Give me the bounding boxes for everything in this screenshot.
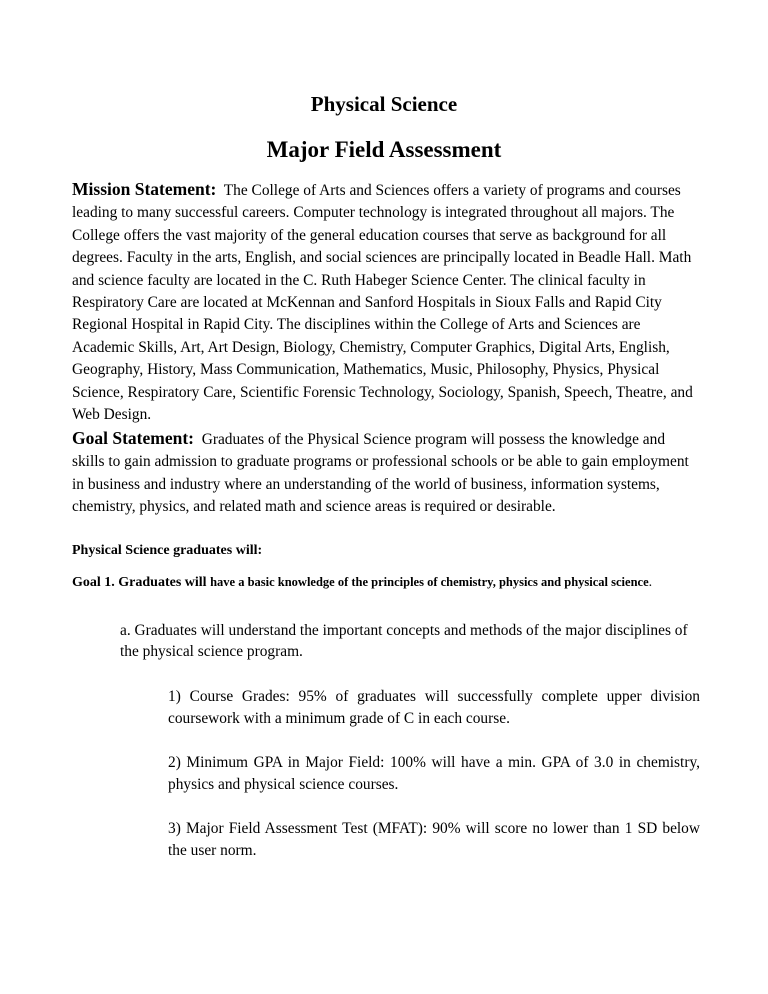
- mission-statement: [72, 178, 700, 426]
- goal-1: [72, 572, 700, 593]
- mission-heading: Mission Statement:: [72, 179, 217, 199]
- goal-1-text: have a basic knowledge of the principles of chemistry, physics and physical science: [210, 575, 649, 589]
- goal-statement-text: Graduates of the Physical Science program will possess the knowledge and skills to gain admission to graduate programs or professional schools or be able to gain employment in business and industry where an understanding of the world of business, information systems, chemistry, physics, and related math and science areas is required or desirable.: [72, 431, 689, 516]
- measure-course-grades: 1) Course Grades: 95% of graduates will successfully complete upper division coursework with a minimum grade of C in each course.: [168, 688, 700, 727]
- document-subtitle: Major Field Assessment: [266, 137, 502, 162]
- measure-minimum-gpa: 2) Minimum GPA in Major Field: 100% will have a min. GPA of 3.0 in chemistry, physics and physical science courses.: [168, 754, 700, 793]
- measure-mfat: 3) Major Field Assessment Test (MFAT): 90% will score no lower than 1 SD below the user norm.: [168, 820, 700, 859]
- goal-statement: [72, 427, 700, 519]
- graduates-will-heading: Physical Science graduates will:: [72, 543, 263, 558]
- mission-text: The College of Arts and Sciences offers a variety of programs and courses leading to many successful careers. Computer technology is integrated throughout all majors. The College offers the vast majority of the general education courses that serve as background for all degrees. Faculty in the arts, English, and social sciences are principally located in Beadle Hall. Math and science faculty are located in the C. Ruth Habeger Science Center. The clinical faculty in Respiratory Care are located at McKennan and Sanford Hospitals in Sioux Falls and Rapid City Regional Hospital in Rapid City. The disciplines within the College of Arts and Sciences are Academic Skills, Art, Art Design, Biology, Chemistry, Computer Graphics, Digital Arts, English, Geography, History, Mass Communication, Mathematics, Music, Philosophy, Physics, Physical Science, Respiratory Care, Scientific Forensic Technology, Sociology, Spanish, Speech, Theatre, and Web Design.: [72, 182, 693, 424]
- goal-1-end: .: [648, 575, 653, 590]
- goal-statement-heading: Goal Statement:: [72, 428, 194, 448]
- goal-1a: a. Graduates will understand the important concepts and methods of the major disciplines of the physical science program.: [120, 622, 688, 660]
- goal-1-label: Goal 1. Graduates will: [72, 575, 207, 590]
- document-title: Physical Science: [310, 92, 458, 116]
